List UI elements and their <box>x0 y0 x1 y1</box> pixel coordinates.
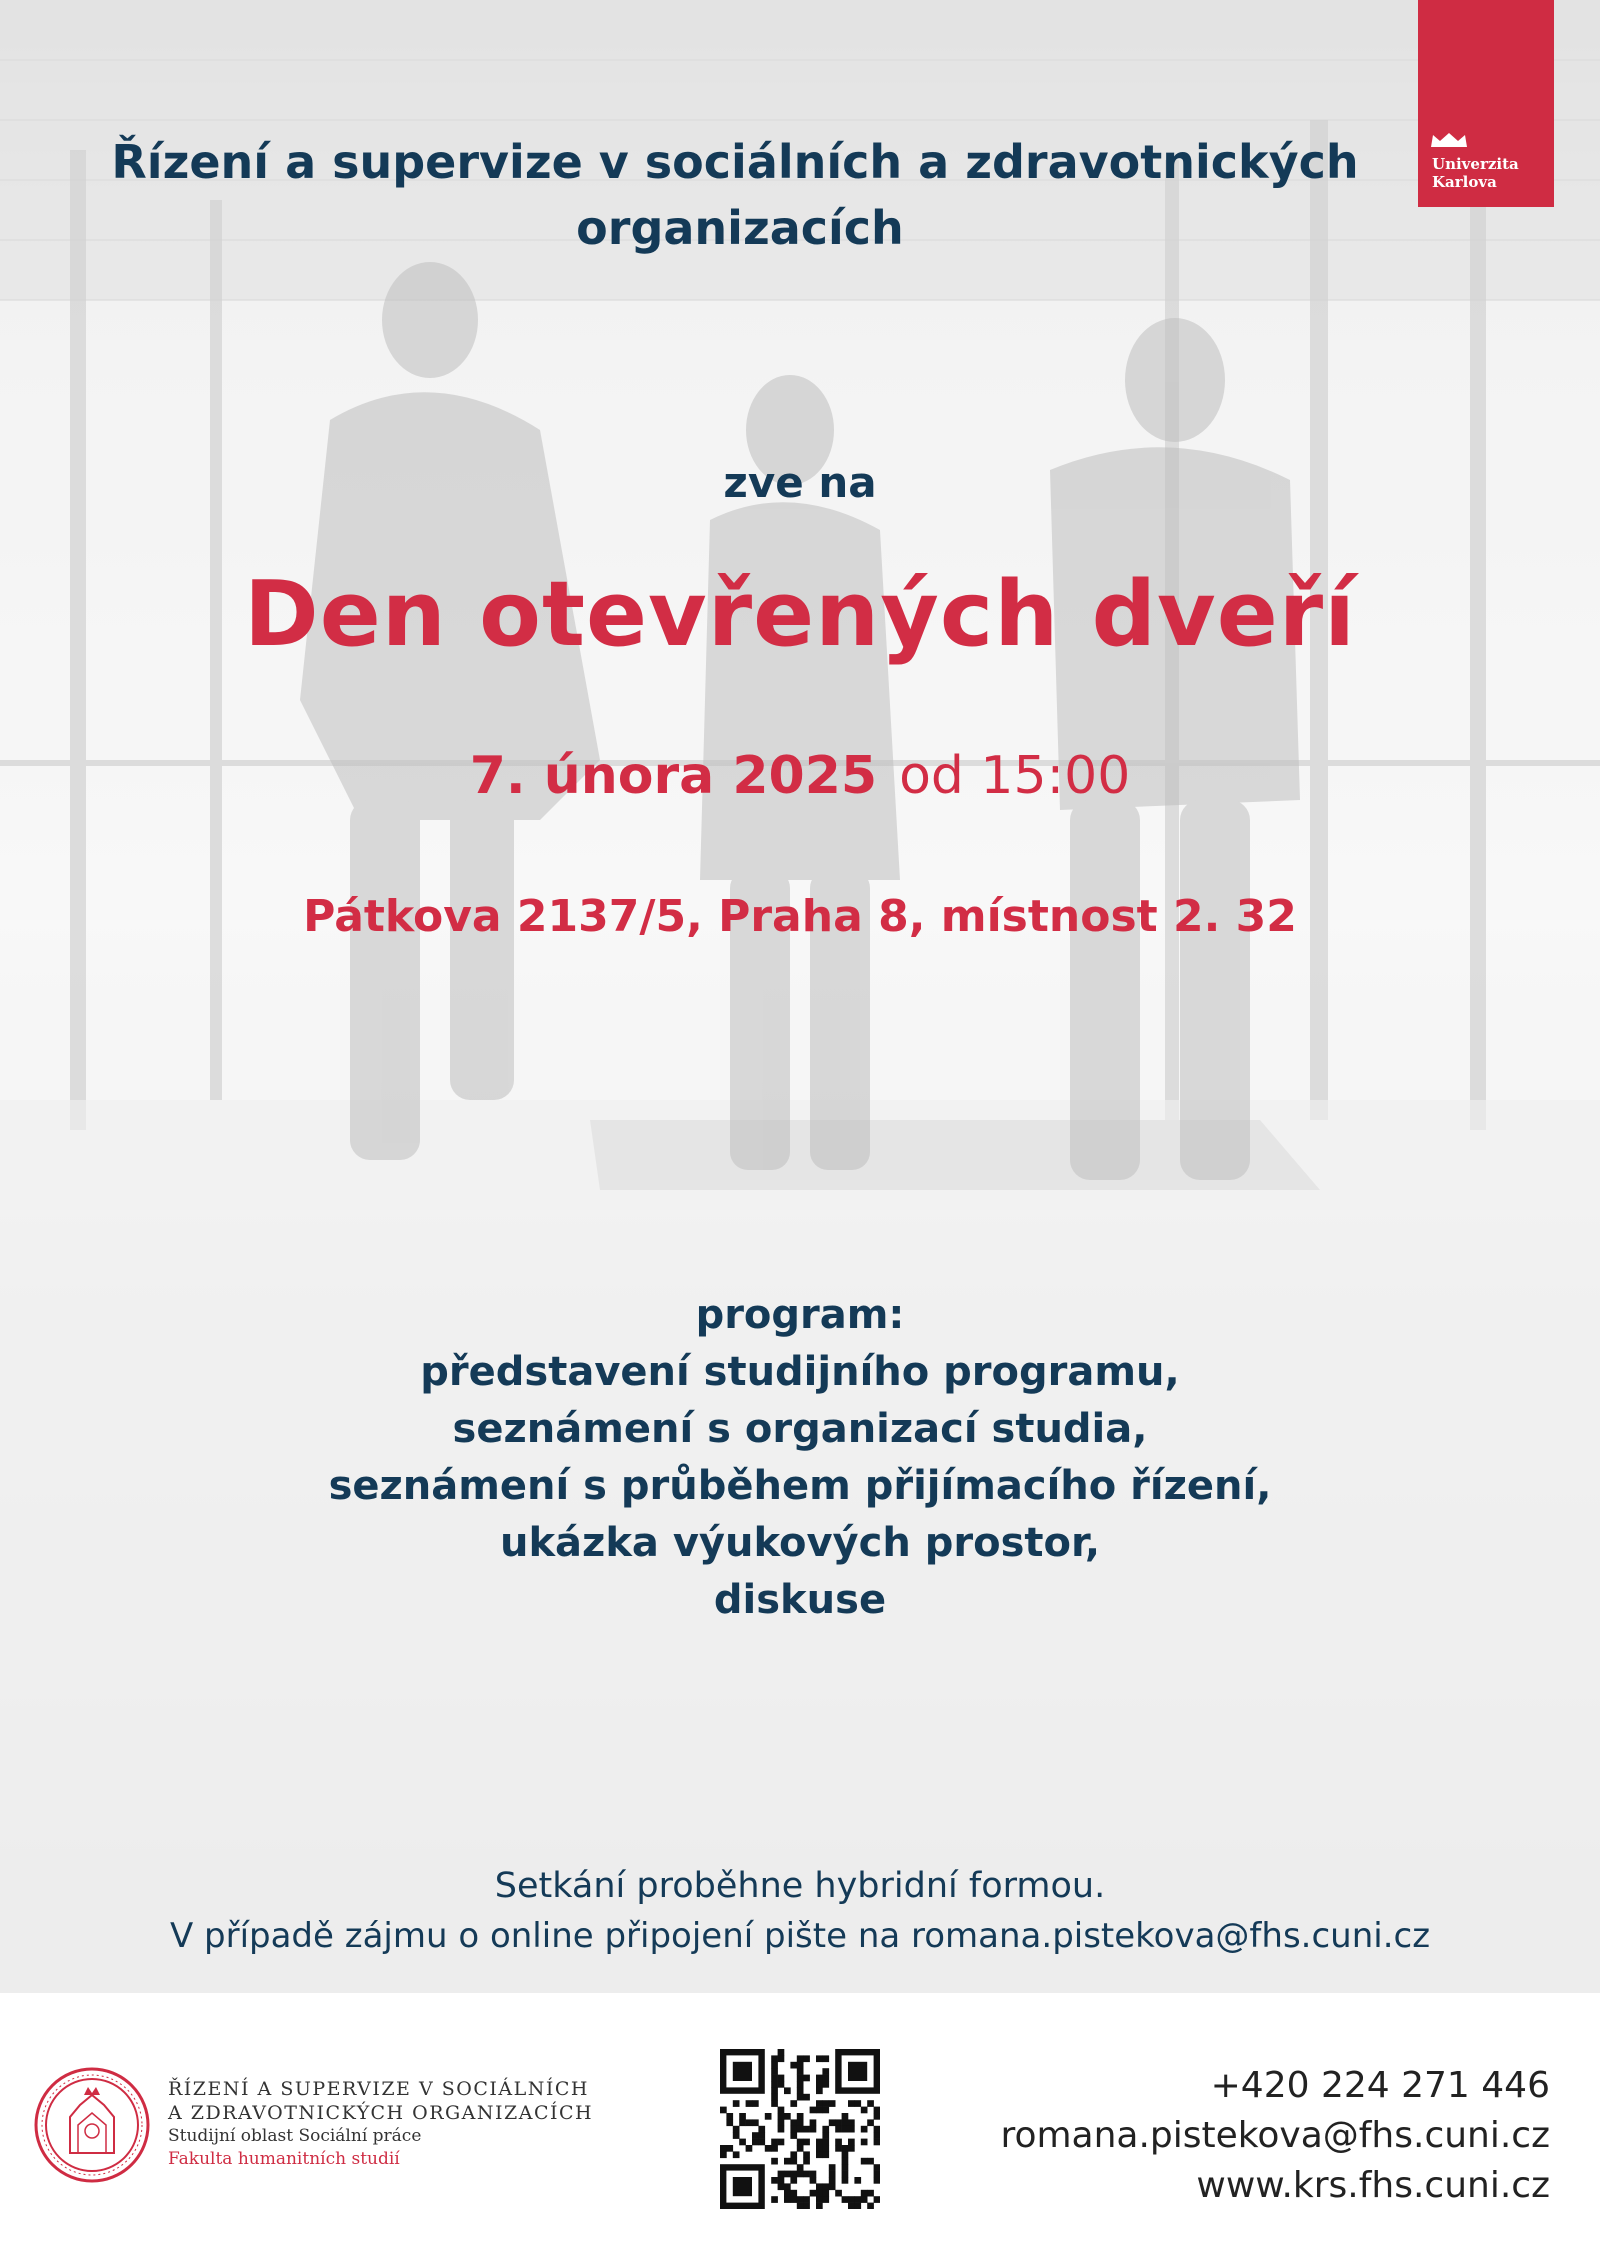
program-item: seznámení s organizací studia, <box>452 1406 1148 1452</box>
event-time: od 15:00 <box>899 746 1131 806</box>
crown-icon <box>1429 131 1469 149</box>
contact-email[interactable]: romana.pistekova@fhs.cuni.cz <box>1000 2115 1550 2156</box>
university-logo <box>1418 0 1554 207</box>
hybrid-note-line2: V případě zájmu o online připojení pište na romana.pistekova@fhs.cuni.cz <box>169 1916 1431 1956</box>
footer <box>0 1993 1600 2265</box>
qr-code <box>720 2049 880 2209</box>
event-date: 7. února 2025 <box>469 746 878 806</box>
program-name-line2: organizacích <box>576 200 904 255</box>
program-item: ukázka výukových prostor, <box>499 1520 1101 1566</box>
program-item: seznámení s průběhem přijímacího řízení, <box>328 1463 1272 1509</box>
program-item: představení studijního programu, <box>420 1349 1180 1395</box>
contacts <box>1000 2061 1550 2211</box>
program-name-line1: Řízení a supervize v sociálních a zdravotnických <box>111 134 1359 189</box>
logo-text-line2: Karlova <box>1432 173 1497 191</box>
faculty-block <box>168 2077 593 2171</box>
program-list <box>0 1287 1600 1629</box>
event-address: Pátkova 2137/5, Praha 8, místnost 2. 32 <box>303 891 1297 942</box>
logo-text-line1: Univerzita <box>1432 155 1519 173</box>
faculty-line1: ŘÍZENÍ A SUPERVIZE V SOCIÁLNÍCH <box>168 2078 589 2100</box>
event-datetime <box>0 746 1600 806</box>
university-seal-icon <box>32 2065 152 2185</box>
program-heading: program: <box>695 1292 905 1338</box>
contact-web[interactable]: www.krs.fhs.cuni.cz <box>1196 2165 1550 2206</box>
program-name <box>40 129 1430 261</box>
program-item: diskuse <box>713 1577 887 1623</box>
faculty-line4: Fakulta humanitních studií <box>168 2149 400 2169</box>
event-title: Den otevřených dveří <box>244 562 1356 667</box>
hybrid-note-line1: Setkání proběhne hybridní formou. <box>494 1866 1106 1906</box>
invite-text: zve na <box>723 458 877 507</box>
contact-phone[interactable]: +420 224 271 446 <box>1210 2065 1550 2106</box>
hybrid-note <box>0 1861 1600 1961</box>
faculty-line2: A ZDRAVOTNICKÝCH ORGANIZACÍCH <box>168 2102 594 2124</box>
faculty-line3: Studijní oblast Sociální práce <box>168 2126 422 2146</box>
